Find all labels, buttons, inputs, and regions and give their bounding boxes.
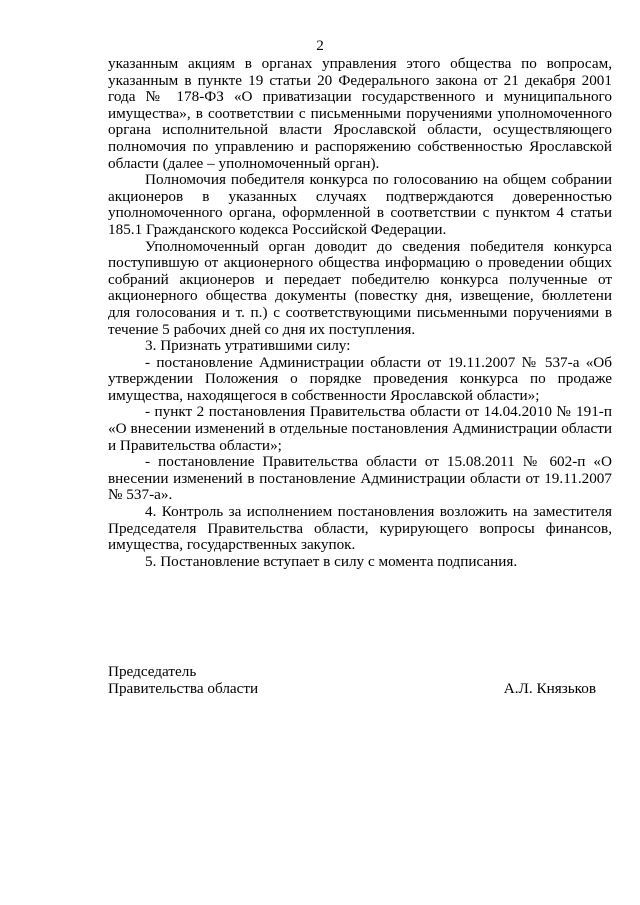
signature-title-1: Председатель <box>108 663 197 680</box>
paragraph-item-5: 5. Постановление вступает в силу с момента подписания. <box>145 552 518 570</box>
paragraph-repeal-2: - пункт 2 постановления Правительства области от 14.04.2010 № 191-п «О внесении изменений в отдельные постановления Администрации области и Правительства области»; <box>108 403 612 454</box>
paragraph-item-4: 4. Контроль за исполнением постановления возложить на заместителя Председателя Правительства области, курирующего вопросы финансов, имущества, государственных закупок. <box>108 503 612 554</box>
page-number: 2 <box>316 37 324 54</box>
paragraph-repeal-3: - постановление Правительства области от 15.08.2011 № 602-п «О внесении изменений в постановление Администрации области от 19.11.2007 № 537-а». <box>108 453 612 504</box>
signature-name: А.Л. Князьков <box>503 679 596 697</box>
paragraph-item-3: 3. Признать утратившими силу: <box>145 337 351 355</box>
signature-title-line2 <box>108 681 596 698</box>
paragraph-proxy-authority: Полномочия победителя конкурса по голосованию на общем собрании акционеров в указанных случаях подтверждаются доверенностью уполномоченного органа, оформленной в соответствии с пунктом 4 статьи 185.1 Гражданского кодекса Российской Федерации. <box>108 171 612 238</box>
document-body <box>108 56 612 570</box>
paragraph-repeal-1: - постановление Администрации области от 19.11.2007 № 537-а «Об утверждении Положения о порядке проведения конкурса по продаже имущества, находящегося в собственности Ярославской области»; <box>108 353 612 404</box>
signature-title-2: Правительства области <box>108 679 259 697</box>
signature-block <box>108 664 596 697</box>
signature-title-line1 <box>108 664 596 681</box>
paragraph-continuation: указанным акциям в органах управления этого общества по вопросам, указанным в пункте 19 статьи 20 Федерального закона от 21 декабря 2001 года № 178-ФЗ «О приватизации государственного и муниципального имущества», в соответствии с письменными поручениями уполномоченного органа исполнительной власти Ярославской области, осуществляющего полномочия по управлению и распоряжению собственностью Ярославской области (далее – уполномоченный орган). <box>108 55 612 172</box>
paragraph-notification: Уполномоченный орган доводит до сведения победителя конкурса поступившую от акционерного общества информацию о проведении общих собраний акционеров и передает победителю конкурса полученные от акционерного общества документы (повестку дня, извещение, бюллетени для голосования и т. п.) с соответствующими письменными поручениями в течение 5 рабочих дней со дня их поступления. <box>108 237 612 338</box>
